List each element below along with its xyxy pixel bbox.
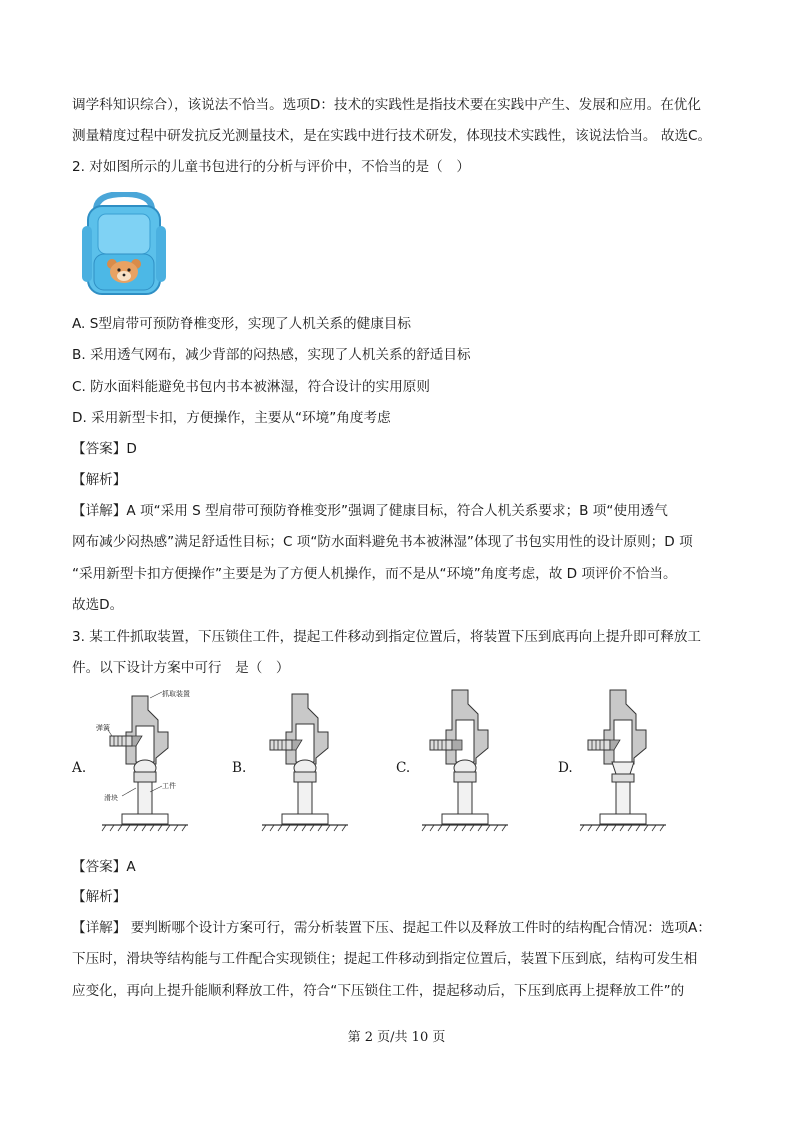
option-a: A. S型肩带可预防脊椎变形，实现了人机关系的健康目标 [72,316,411,332]
explanation-line: “采用新型卡扣方便操作”主要是为了方便人机操作，而不是从“环境”角度考虑，故 D 项评价不恰当。 [72,566,677,582]
explanation-line: 下压时，滑块等结构能与工件配合实现锁住；提起工件移动到指定位置后，装置下压到底，结构可发生相 [72,951,698,967]
callout-device: 抓取装置 [162,690,190,698]
callout-spring: 弹簧 [96,724,110,732]
figure-b [252,688,402,838]
explanation-line: 应变化，再向上提升能顺利释放工件，符合“下压锁住工件，提起移动后，下压到底再上提释放工件”的 [72,983,685,999]
explanation-line: 网布减少闷热感”满足舒适性目标；C 项“防水面料避免书本被淋湿”体现了书包实用性的设计原则；D 项 [72,534,693,550]
callout-workpiece: 工件 [162,782,176,790]
figure-d [570,688,720,838]
option-d: D. 采用新型卡扣，方便操作，主要从“环境”角度考虑 [72,410,391,426]
figure-c-label: C. [396,760,411,776]
option-b: B. 采用透气网布，减少背部的闷热感，实现了人机关系的舒适目标 [72,347,471,363]
analysis-label: 【解析】 [72,472,127,488]
figure-d-label: D. [558,760,573,776]
question-3-stem: 3. 某工件抓取装置，下压锁住工件，提起工件移动到指定位置后，将装置下压到底再向上提升即可释放工 [72,629,702,645]
answer-label: 【答案】D [72,441,137,457]
callout-slider: 滑块 [104,794,118,802]
answer-label: 【答案】A [72,859,136,875]
explanation-line: 【详解】A 项“采用 S 型肩带可预防脊椎变形”强调了健康目标，符合人机关系要求；B 项“使用透气 [72,503,668,519]
page-footer: 第 2 页/共 10 页 [347,1030,446,1045]
text-line: 调学科知识综合），该说法不恰当。选项D：技术的实践性是指技术要在实践中产生、发展和应用。在优化 [72,97,701,113]
question-2-stem: 2. 对如图所示的儿童书包进行的分析与评价中，不恰当的是（ ） [72,159,470,175]
backpack-image [76,192,172,298]
figure-a-label: A. [72,760,87,776]
analysis-label: 【解析】 [72,889,127,905]
option-c: C. 防水面料能避免书包内书本被淋湿，符合设计的实用原则 [72,379,430,395]
figure-b-label: B. [232,760,247,776]
question-3-stem: 件。以下设计方案中可行 是（ ） [72,660,290,676]
figure-c [412,688,562,838]
figure-a [92,688,242,838]
explanation-line: 【详解】 要判断哪个设计方案可行，需分析装置下压、提起工件以及释放工件时的结构配合情况：选项A： [72,920,711,936]
text-line: 测量精度过程中研发抗反光测量技术，是在实践中进行技术研发，体现技术实践性，该说法恰当。 故选C。 [72,128,712,144]
explanation-line: 故选D。 [72,597,124,613]
